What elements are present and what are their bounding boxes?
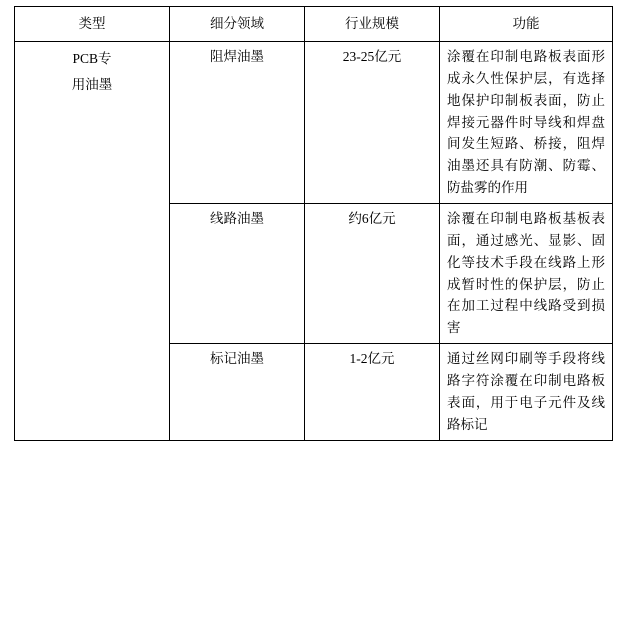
function-cell: 通过丝网印刷等手段将线路字符涂覆在印制电路板表面，用于电子元件及线路标记 xyxy=(440,344,613,440)
pcb-ink-table xyxy=(14,6,613,441)
table-row xyxy=(15,42,613,204)
function-cell: 涂覆在印制电路板表面形成永久性保护层，有选择地保护印制板表面，防止焊接元器件时导线和焊盘间发生短路、桥接，阻焊油墨还具有防潮、防霉、防盐雾的作用 xyxy=(440,42,613,204)
scale-cell: 1-2亿元 xyxy=(305,344,440,440)
document-sheet xyxy=(0,6,626,632)
category-line-1: PCB专 xyxy=(72,51,112,66)
column-header-segment: 细分领域 xyxy=(170,7,305,42)
column-header-function: 功能 xyxy=(440,7,613,42)
category-text xyxy=(22,46,162,96)
function-cell: 涂覆在印制电路板基板表面，通过感光、显影、固化等技术手段在线路上形成暂时性的保护层，防止在加工过程中线路受到损害 xyxy=(440,204,613,344)
column-header-type: 类型 xyxy=(15,7,170,42)
table-body xyxy=(15,42,613,441)
table-header xyxy=(15,7,613,42)
category-line-2: 用油墨 xyxy=(71,76,113,92)
column-header-scale: 行业规模 xyxy=(305,7,440,42)
scale-cell: 23-25亿元 xyxy=(305,42,440,204)
segment-cell: 标记油墨 xyxy=(170,344,305,440)
scale-cell: 约6亿元 xyxy=(305,204,440,344)
table-header-row xyxy=(15,7,613,42)
segment-cell: 阻焊油墨 xyxy=(170,42,305,204)
category-cell xyxy=(15,42,170,441)
segment-cell: 线路油墨 xyxy=(170,204,305,344)
